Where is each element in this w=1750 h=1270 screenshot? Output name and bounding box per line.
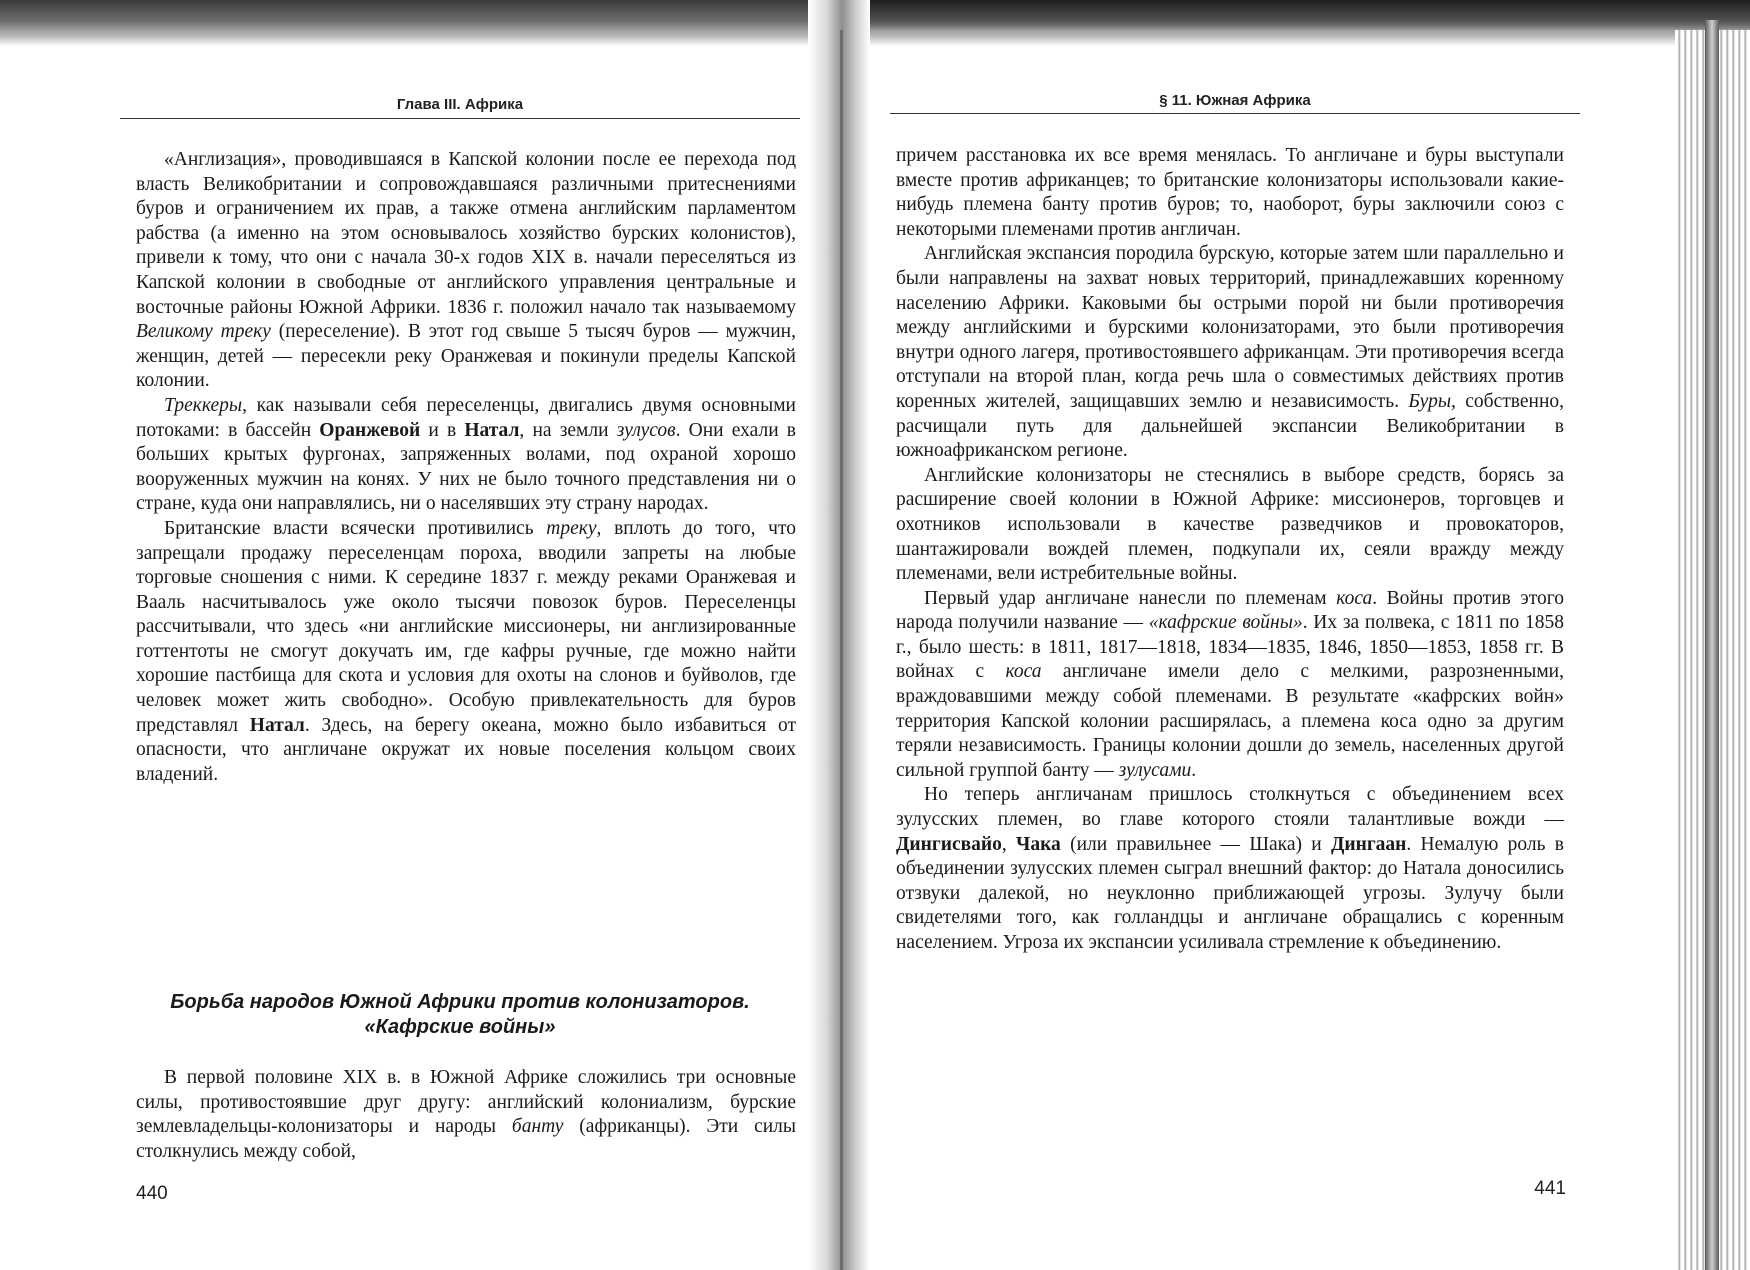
paragraph	[136, 394, 796, 517]
bold-term: Натал	[464, 419, 520, 441]
italic-term: Великому треку	[136, 321, 271, 343]
italic-term: Треккеры	[164, 394, 243, 416]
paragraph	[136, 1066, 796, 1164]
text-run: .	[1191, 759, 1197, 781]
italic-term: коса	[1005, 661, 1042, 683]
text-run: В первой половине XIX в. в Южной Африке сложились три основные силы, противостоявшие друг другу: английский колониализм, бурские землевладельцы-колонизаторы и народы	[136, 1067, 796, 1138]
header-rule	[120, 118, 800, 119]
running-head: Глава III. Африка	[396, 96, 524, 113]
text-run: Но теперь англичанам пришлось столкнуться с объединением всех зулусских племен, во главе которого стояли талантливые вожди —	[896, 784, 1564, 831]
paragraph	[896, 464, 1564, 587]
italic-term: «кафрские войны»	[1148, 612, 1303, 634]
italic-term: зулусами	[1118, 759, 1192, 781]
section-heading-line-1: Борьба народов Южной Африки против колонизаторов.	[170, 991, 750, 1013]
text-run: (переселение). В этот год свыше 5 тысяч буров — мужчин, женщин, детей — пересекли реку Оранжевая и покинули пределы Капской колонии.	[136, 321, 796, 392]
text-run: , на земли	[519, 419, 617, 441]
text-run: Английские колонизаторы не стеснялись в выборе средств, борясь за расширение своей колонии в Южной Африке: миссионеров, торговцев и охотников использовали в качестве разведчиков и провокаторов, шантажировали вождей племен, подкупали их, сеяли вражду между племенами, вели истребительные войны.	[896, 464, 1564, 585]
text-run: , собственно, расчищали путь для дальнейшей экспансии Великобритании в южноафриканском регионе.	[896, 390, 1565, 462]
book-gutter	[808, 0, 870, 1270]
text-run: Первый удар англичане нанесли по племенам	[924, 587, 1337, 609]
text-run: . Их за полвека, с 1811 по 1858 г., было шесть: в 1811, 1817—1818, 1834—1835, 1846, 1850—1853, 1858 гг. В войнах с	[896, 612, 1564, 683]
text-run: . Немалую роль в объединении зулусских племен сыграл внешний фактор: до Натала доносились отзвуки далекой, но неуклонно приближающей угрозы. Зулучу были свидетелями того, как голландцы и англичане обращались с коренным населением. Угроза их экспансии усиливала стремление к объединению.	[896, 833, 1564, 953]
text-run: Британские власти всячески противились	[164, 517, 547, 539]
paragraph	[896, 144, 1564, 242]
page-number: 440	[136, 1183, 168, 1204]
bold-term: Чака	[1016, 833, 1061, 855]
section-body-text	[136, 1066, 796, 1164]
italic-term: банту	[511, 1116, 564, 1138]
body-text	[896, 144, 1564, 956]
text-run: причем расстановка их все время менялась. То англичане и буры выступали вместе против африканцев; то британские колонизаторы использовали какие-нибудь племена банту против буров; то, наоборот, буры заключили союз с некоторыми племенами против англичан.	[896, 145, 1564, 240]
bold-term: Натал	[249, 714, 305, 736]
paragraph	[896, 783, 1564, 955]
paragraph	[136, 517, 796, 788]
text-run: ,	[1001, 833, 1017, 855]
header-rule	[890, 113, 1580, 114]
text-run: «Англизация», проводившаяся в Капской колонии после ее перехода под власть Великобритании и сопровождавшаяся различными притеснениями буров и ограничением их прав, а также отмена английским парламентом рабства (а именно на этом основывалось хозяйство бурских колонистов), привели к тому, что они с начала 30-х годов XIX в. начали переселяться из Капской колонии в свободные от английского управления центральные и восточные районы Южной Африки. 1836 г. положил начало так называемому	[136, 149, 796, 318]
gutter-line	[840, 30, 843, 1270]
text-run: и в	[420, 419, 465, 441]
text-run: . Здесь, на берегу океана, можно было избавиться от опасности, что англичане окружат их новые поселения кольцом своих владений.	[136, 714, 796, 785]
left-page	[120, 0, 800, 1270]
book-page-edge-shadow	[1705, 20, 1719, 1270]
text-run: , как называли себя переселенцы, двигались двумя основными потоками: в бассейн	[136, 394, 796, 441]
bold-term: Дингаан	[1330, 833, 1407, 855]
page-number: 441	[1534, 1178, 1566, 1199]
text-run: (африканцы). Эти силы столкнулись между собой,	[136, 1116, 796, 1162]
italic-term: зулусов	[616, 419, 676, 441]
section-heading	[120, 990, 800, 1040]
italic-term: коса	[1336, 587, 1373, 609]
bold-term: Оранжевой	[319, 419, 421, 441]
italic-term: треку	[546, 517, 597, 539]
paragraph	[896, 242, 1564, 463]
text-run: . Войны против этого народа получили название —	[896, 587, 1564, 634]
paragraph	[896, 587, 1564, 784]
running-head: § 11. Южная Африка	[1159, 92, 1311, 109]
paragraph	[136, 148, 796, 394]
text-run: , вплоть до того, что запрещали продажу переселенцам пороха, вводили запреты на любые торговые сношения с ними. К середине 1837 г. между реками Оранжевая и Вааль насчитывалось уже около тысячи повозок буров. Переселенцы рассчитывали, что здесь «ни английские миссионеры, ни англизированные готтентоты не смогут докучать им, где кафры ручные, где можно найти хорошие пастбища для скота и условия для охоты на слонов и буйволов, где человек может жить свободно». Особую привлекательность для буров представлял	[136, 517, 796, 736]
bold-term: Дингисвайо	[896, 833, 1002, 855]
text-run: Английская экспансия породила бурскую, которые затем шли параллельно и были направлены на захват новых территорий, принадлежавших коренному населению Африки. Каковыми бы острыми порой ни были противоречия между английскими и бурскими колонизаторами, это были противоречия внутри одного лагеря, противостоявшего африканцам. Эти противоречия всегда отступали на второй план, когда речь шла о совместимых действиях против коренных жителей, защищавших землю и независимость.	[896, 243, 1564, 412]
text-run: (или правильнее — Шака) и	[1060, 833, 1331, 855]
right-page	[890, 0, 1580, 1270]
text-run: . Они ехали в больших крытых фургонах, запряженных волами, под охраной хорошо вооруженных мужчин на конях. У них не было точного представления ни о стране, куда они направлялись, ни о населявших эту страну народах.	[136, 419, 796, 515]
section-heading-line-2: «Кафрские войны»	[364, 1016, 556, 1038]
body-text	[136, 148, 796, 787]
text-run: англичане имели дело с мелкими, разрозненными, враждовавшими между собой племенами. В результате «кафрских войн» территория Капской колонии расширялась, а племена коса одно за другим теряли независимость. Границы колонии дошли до земель, населенных другой сильной группой банту —	[896, 661, 1564, 781]
italic-term: Буры	[1408, 390, 1452, 412]
